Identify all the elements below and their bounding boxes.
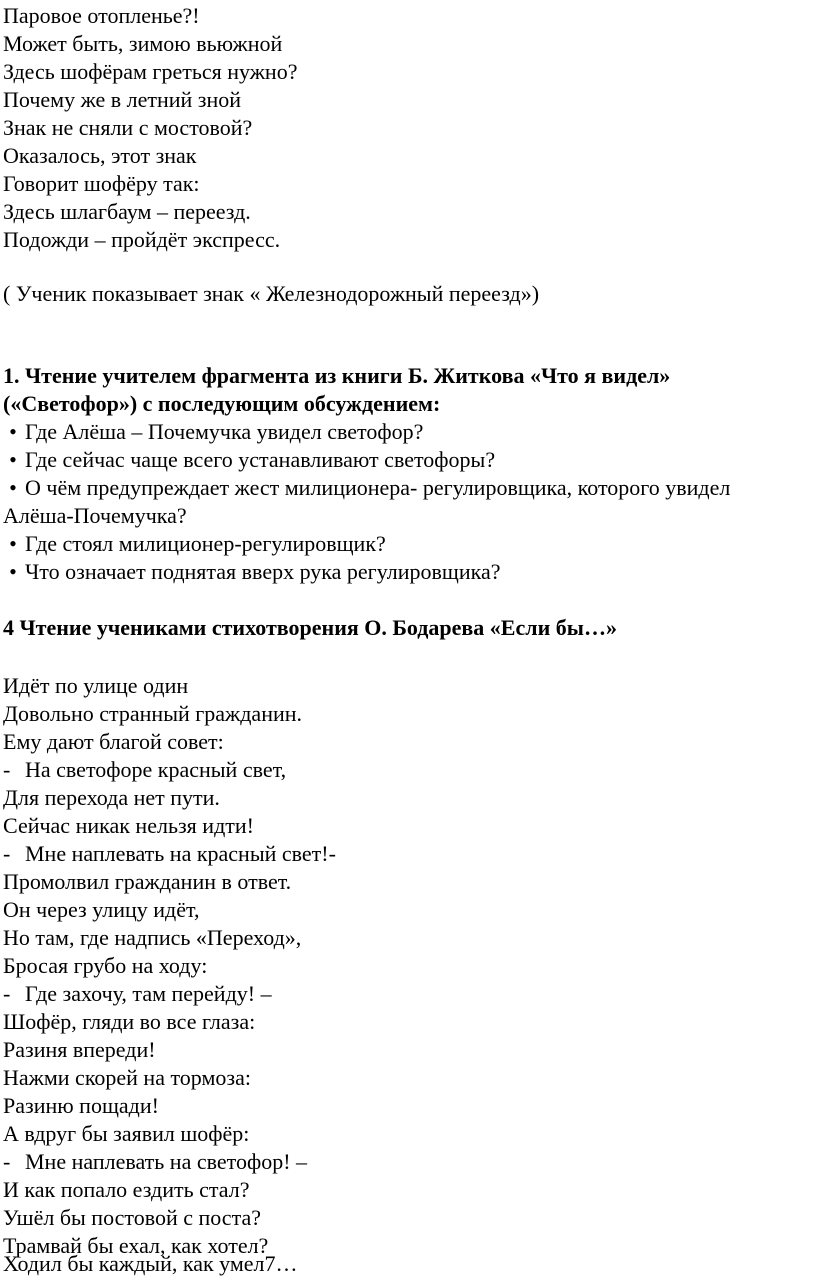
question-continuation: Алёша-Почемучка? [3, 503, 187, 528]
bullet-icon: • [9, 447, 17, 472]
poem1-line: Здесь шофёрам греться нужно? [3, 59, 298, 84]
poem2-line: Довольно странный гражданин. [3, 701, 303, 726]
section4-heading: 4 Чтение учениками стихотворения О. Бодарева «Если бы…» [3, 615, 617, 640]
dash-mark: - [3, 841, 11, 866]
poem2-line: И как попало ездить стал? [3, 1177, 250, 1202]
poem2-line: Бросая грубо на ходу: [3, 953, 208, 978]
section1-heading: («Светофор») с последующим обсуждением: [3, 391, 441, 416]
poem2-line: На светофоре красный свет, [25, 757, 287, 782]
poem1-line: Подожди – пройдёт экспресс. [3, 227, 281, 252]
bullet-icon: • [9, 559, 17, 584]
poem2-line: Где захочу, там перейду! – [25, 981, 272, 1006]
question-text: Где стоял милиционер-регулировщик? [25, 531, 386, 556]
question-text: Где Алёша – Почемучка увидел светофор? [25, 419, 424, 444]
bullet-icon: • [9, 419, 17, 444]
poem2-line: Но там, где надпись «Переход», [3, 925, 302, 950]
poem2-line: Трамвай бы ехал, как хотел? [3, 1233, 269, 1258]
poem1-line: Оказалось, этот знак [3, 143, 197, 168]
bullet-icon: • [9, 531, 17, 556]
poem2-line: А вдруг бы заявил шофёр: [3, 1121, 250, 1146]
poem1-line: Говорит шофёру так: [3, 171, 200, 196]
poem2-line: Нажми скорей на тормоза: [3, 1065, 251, 1090]
section1-heading: 1. Чтение учителем фрагмента из книги Б. Житкова «Что я видел» [3, 363, 671, 388]
poem1-line: Может быть, зимою вьюжной [3, 31, 283, 56]
poem2-line: Промолвил гражданин в ответ. [3, 869, 292, 894]
bullet-icon: • [9, 475, 17, 500]
poem2-line: Он через улицу идёт, [3, 897, 200, 922]
dash-mark: - [3, 981, 11, 1006]
poem2-line: Для перехода нет пути. [3, 785, 220, 810]
poem1-line: Знак не сняли с мостовой? [3, 115, 253, 140]
question-text: Где сейчас чаще всего устанавливают светофоры? [25, 447, 496, 472]
poem2-line: Идёт по улице один [3, 673, 189, 698]
poem1-line: Здесь шлагбаум – переезд. [3, 199, 251, 224]
dash-mark: - [3, 1149, 11, 1174]
stage-note: ( Ученик показывает знак « Железнодорожный переезд») [3, 281, 540, 306]
poem2-line: Сейчас никак нельзя идти! [3, 813, 254, 838]
question-text: Что означает поднятая вверх рука регулировщика? [25, 559, 501, 584]
poem1-line: Почему же в летний зной [3, 87, 242, 112]
dash-mark: - [3, 757, 11, 782]
poem2-line: Мне наплевать на красный свет!- [25, 841, 336, 866]
poem2-line: Разиня впереди! [3, 1037, 156, 1062]
poem2-line: Ушёл бы постовой с поста? [3, 1205, 261, 1230]
poem1-line: Паровое отопленье?! [3, 3, 200, 28]
question-text: О чём предупреждает жест милиционера- регулировщика, которого увидел [25, 475, 731, 500]
poem2-line: Мне наплевать на светофор! – [25, 1149, 308, 1174]
poem2-line: Разиню пощади! [3, 1093, 159, 1118]
poem2-line: Ходил бы каждый, как умел7… [3, 1251, 298, 1276]
poem2-line: Шофёр, гляди во все глаза: [3, 1009, 256, 1034]
poem2-line: Ему дают благой совет: [3, 729, 224, 754]
